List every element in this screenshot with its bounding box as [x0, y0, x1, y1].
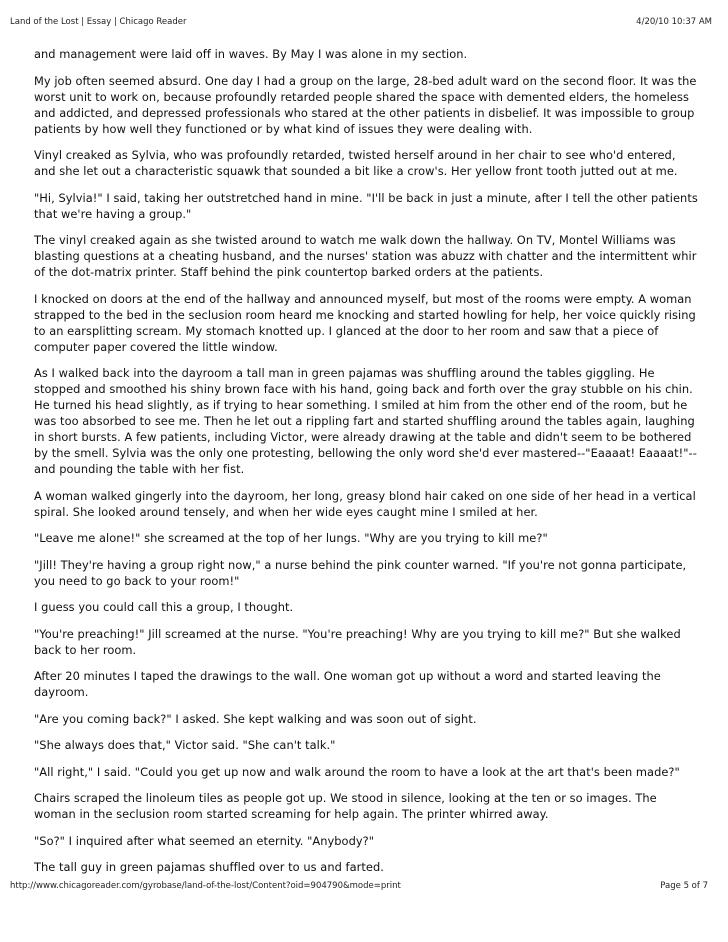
paragraph: "She always does that," Victor said. "She can't talk.": [34, 738, 336, 752]
paragraph: As I walked back into the dayroom a tall man in green pajamas was shuffling around the tables giggling. He stopped and smoothed his shiny brown face with his hand, going back and forth over the gray stubble on his chin. He turned his head slightly, as if trying to hear something. I smiled at him from the other end of the room, but he was too absorbed to see me. Then he let out a rippling fart and started shuffling around the tables again, laughing in short bursts. A few patients, including Victor, were already drawing at the table and didn't seem to be bothered by the smell. Sylvia was the only one protesting, bellowing the only word she'd ever mastered--"Eaaaat! Eaaaat!"--and pounding the table with her fist.: [34, 366, 697, 476]
paragraph: "Leave me alone!" she screamed at the top of her lungs. "Why are you trying to kill me?": [34, 531, 548, 545]
paragraph: My job often seemed absurd. One day I had a group on the large, 28-bed adult ward on the second floor. It was the worst unit to work on, because profoundly retarded people shared the space with demented elders, the homeless and addicted, and depressed professionals who stared at the other patients in disbelief. It was impossible to group patients by how well they functioned or by what kind of issues they were dealing with.: [34, 73, 697, 136]
print-footer-url: http://www.chicagoreader.com/gyrobase/land-of-the-lost/Content?oid=904790&mode=print: [10, 881, 401, 891]
print-header-title: Land of the Lost | Essay | Chicago Reader: [10, 17, 187, 27]
paragraph: The tall guy in green pajamas shuffled over to us and farted.: [34, 860, 384, 874]
paragraph: I guess you could call this a group, I thought.: [34, 600, 294, 614]
article-body: [34, 46, 700, 886]
paragraph: A woman walked gingerly into the dayroom, her long, greasy blond hair caked on one side of her head in a vertical spiral. She looked around tensely, and when her wide eyes caught mine I smiled at her.: [34, 488, 696, 519]
paragraph: "Hi, Sylvia!" I said, taking her outstretched hand in mine. "I'll be back in just a minute, after I tell the other patients that we're having a group.": [34, 190, 698, 221]
paragraph: Chairs scraped the linoleum tiles as people got up. We stood in silence, looking at the ten or so images. The woman in the seclusion room started screaming for help again. The printer whirred away.: [34, 791, 657, 821]
print-footer-page-number: Page 5 of 7: [660, 881, 708, 891]
paragraph: and management were laid off in waves. By May I was alone in my section.: [34, 47, 468, 61]
paragraph: "So?" I inquired after what seemed an eternity. "Anybody?": [34, 833, 375, 848]
paragraph: After 20 minutes I taped the drawings to the wall. One woman got up without a word and started leaving the dayroom.: [34, 669, 661, 699]
paragraph: I knocked on doors at the end of the hallway and announced myself, but most of the rooms were empty. A woman strapped to the bed in the seclusion room heard me knocking and started howling for help, her voice quickly rising to an earsplitting scream. My stomach knotted up. I glanced at the door to her room and saw that a piece of computer paper covered the little window.: [34, 291, 696, 354]
paragraph: "Are you coming back?" I asked. She kept walking and was soon out of sight.: [34, 711, 477, 726]
paragraph: Vinyl creaked as Sylvia, who was profoundly retarded, twisted herself around in her chair to see who'd entered, and she let out a characteristic squawk that sounded a bit like a crow's. Her yellow front tooth jutted out at me.: [34, 148, 678, 178]
paragraph: "Jill! They're having a group right now," a nurse behind the pink counter warned. "If you're not gonna participate, you need to go back to your room!": [34, 557, 687, 588]
paragraph: "All right," I said. "Could you get up now and walk around the room to have a look at the art that's been made?": [34, 764, 680, 779]
paragraph: The vinyl creaked again as she twisted around to watch me walk down the hallway. On TV, Montel Williams was blasting questions at a cheating husband, and the nurses' station was abuzz with chatter and the intermittent whir of the dot-matrix printer. Staff behind the pink countertop barked orders at the patients.: [34, 233, 697, 279]
paragraph: "You're preaching!" Jill screamed at the nurse. "You're preaching! Why are you trying to kill me?" But she walked back to her room.: [34, 626, 681, 657]
print-header-datetime: 4/20/10 10:37 AM: [636, 17, 712, 27]
